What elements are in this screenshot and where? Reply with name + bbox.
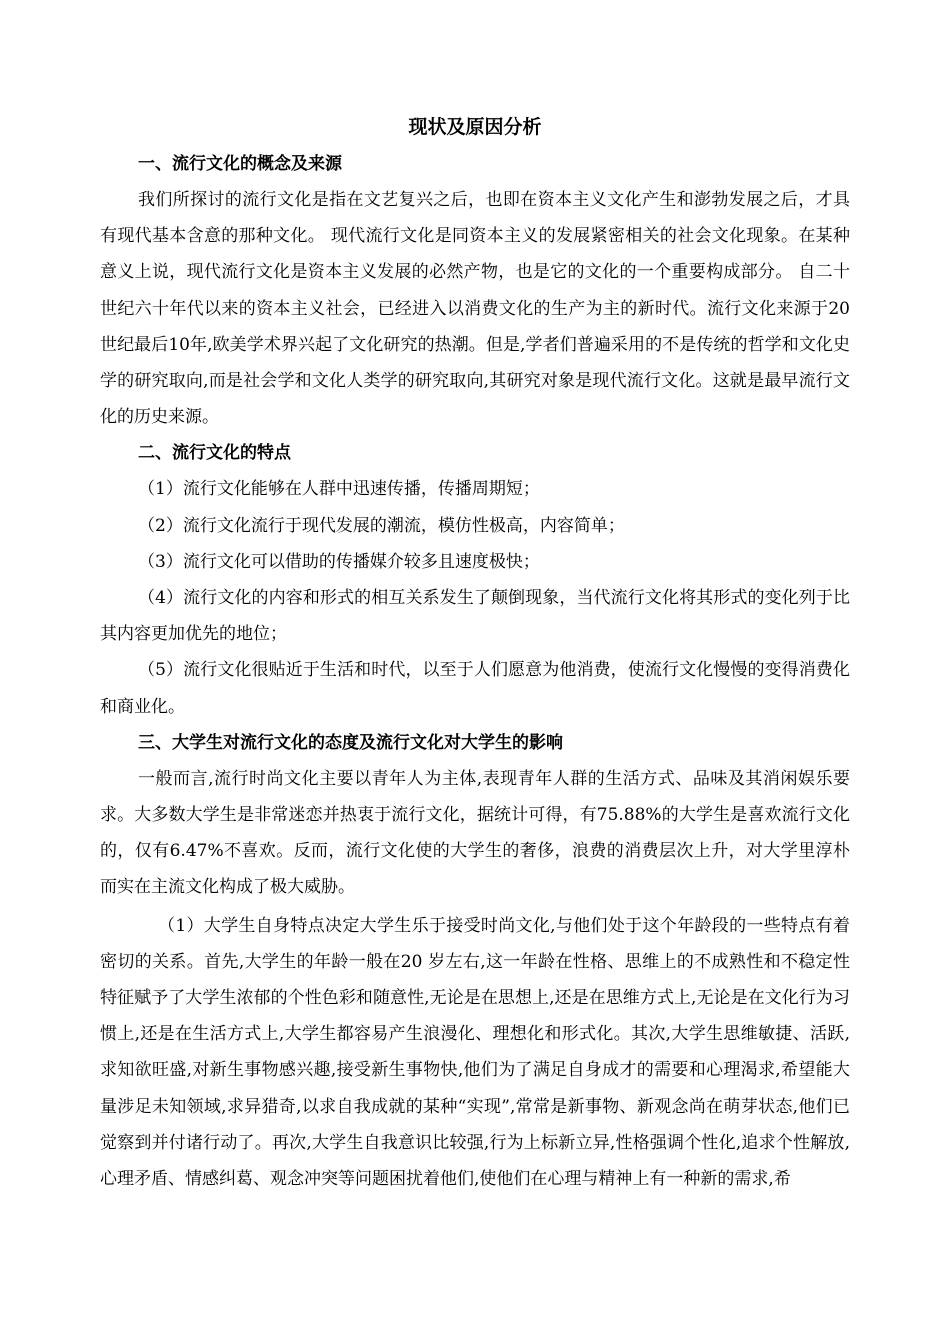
document-title: 现状及原因分析 (408, 116, 542, 138)
section-characteristics (100, 435, 850, 724)
section-attitude-impact (100, 725, 850, 1197)
list-item: （4）流行文化的内容和形式的相互关系发生了颠倒现象，当代流行文化将其形式的变化列于比其内容更加优先的地位； (100, 588, 850, 645)
section-heading: 一、流行文化的概念及来源 (138, 154, 342, 174)
section-concept-origin (100, 146, 850, 435)
list-item: （2）流行文化流行于现代发展的潮流，模仿性极高，内容简单； (138, 515, 625, 536)
paragraph: 一般而言,流行时尚文化主要以青年人为主体,表现青年人群的生活方式、品味及其消闲娱乐要求。大多数大学生是非常迷恋并热衷于流行文化，据统计可得，有75.88%的大学生是喜欢流行文化的，仅有6.47%不喜欢。反而，流行文化使的大学生的奢侈，浪费的消费层次上升，对大学里淳朴而实在主流文化构成了极大威胁。 (100, 768, 850, 898)
paragraph: 我们所探讨的流行文化是指在文艺复兴之后，也即在资本主义文化产生和澎勃发展之后，才具有现代基本含意的那种文化。 现代流行文化是同资本主义的发展紧密相关的社会文化现象。在某种意义上说，现代流行文化是资本主义发展的必然产物，也是它的文化的一个重要构成部分。 自二十世纪六十年代以来的资本主义社会，已经进入以消费文化的生产为主的新时代。流行文化来源于20世纪最后10年,欧美学术界兴起了文化研究的热潮。但是,学者们普遍采用的不是传统的哲学和文化史学的研究取向,而是社会学和文化人类学的研究取向,其研究对象是现代流行文化。这就是最早流行文化的历史来源。 (100, 190, 850, 428)
list-item: （1）流行文化能够在人群中迅速传播，传播周期短； (138, 479, 540, 500)
list-item: （5）流行文化很贴近于生活和时代，以至于人们愿意为他消费，使流行文化慢慢的变得消费化和商业化。 (100, 660, 850, 717)
section-heading: 二、流行文化的特点 (138, 443, 291, 464)
list-item: （3）流行文化可以借助的传播媒介较多且速度极快； (138, 551, 540, 572)
section-heading: 三、大学生对流行文化的态度及流行文化对大学生的影响 (138, 732, 563, 753)
paragraph: （1）大学生自身特点决定大学生乐于接受时尚文化,与他们处于这个年龄段的一些特点有着密切的关系。首先,大学生的年龄一般在20 岁左右,这一年龄在性格、思维上的不成熟性和不稳定性特征赋予了大学生浓郁的个性色彩和随意性,无论是在思想上,还是在思维方式上,无论是在文化行为习惯上,还是在生活方式上,大学生都容易产生浪漫化、理想化和形式化。其次,大学生思维敏捷、活跃,求知欲旺盛,对新生事物感兴趣,接受新生事物快,他们为了满足自身成才的需要和心理渴求,希望能大量涉足未知领域,求异猎奇,以求自我成就的某种“实现”,常常是新事物、新观念尚在萌芽状态,他们已觉察到并付诸行动了。再次,大学生自我意识比较强,行为上标新立异,性格强调个性化,追求个性解放,心理矛盾、情感纠葛、观念冲突等问题困扰着他们,使他们在心理与精神上有一种新的需求,希 (100, 915, 850, 1190)
